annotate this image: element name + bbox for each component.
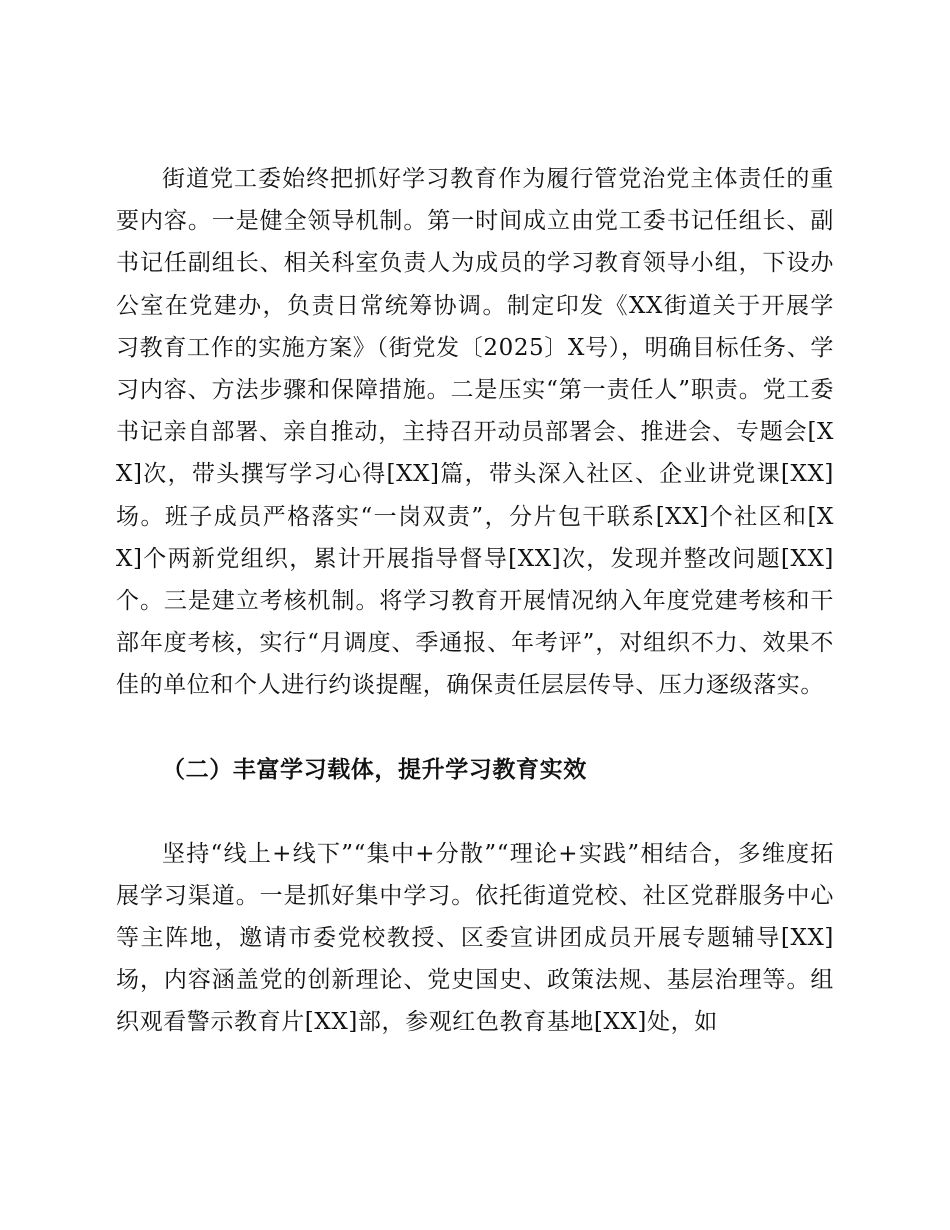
document-body bbox=[116, 158, 834, 1044]
paragraph-spacer bbox=[116, 707, 834, 749]
section-heading: （二）丰富学习载体，提升学习教育实效 bbox=[162, 755, 587, 783]
paragraph-leadership-mechanism: 街道党工委始终把抓好学习教育作为履行管党治党主体责任的重要内容。一是健全领导机制。第一时间成立由党工委书记任组长、副书记任副组长、相关科室负责人为成员的学习教育领导小组，下设办公室在党建办，负责日常统筹协调。制定印发《XX街道关于开展学习教育工作的实施方案》（街党发〔2025〕X号），明确目标任务、学习内容、方法步骤和保障措施。二是压实“第一责任人”职责。党工委书记亲自部署、亲自推动，主持召开动员部署会、推进会、专题会[XX]次，带头撰写学习心得[XX]篇，带头深入社区、企业讲党课[XX]场。班子成员严格落实“一岗双责”，分片包干联系[XX]个社区和[XX]个两新党组织，累计开展指导督导[XX]次，发现并整改问题[XX]个。三是建立考核机制。将学习教育开展情况纳入年度党建考核和干部年度考核，实行“月调度、季通报、年考评”，对组织不力、效果不佳的单位和个人进行约谈提醒，确保责任层层传导、压力逐级落实。 bbox=[116, 166, 834, 699]
paragraph-learning-channels: 坚持“线上+线下”“集中+分散”“理论+实践”相结合，多维度拓展学习渠道。一是抓好集中学习。依托街道党校、社区党群服务中心等主阵地，邀请市委党校教授、区委宣讲团成员开展专题辅导[XX]场，内容涵盖党的创新理论、党史国史、政策法规、基层治理等。组织观看警示教育片[XX]部，参观红色教育基地[XX]处，如 bbox=[116, 840, 834, 1036]
paragraph-spacer bbox=[116, 791, 834, 833]
